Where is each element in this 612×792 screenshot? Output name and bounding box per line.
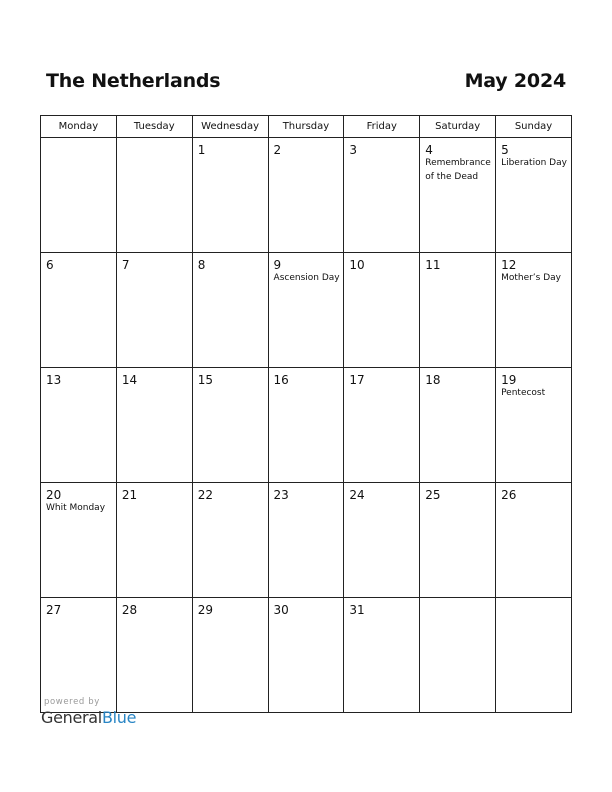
day-number: 11 — [425, 258, 441, 272]
day-cell — [268, 483, 344, 598]
day-cell — [192, 138, 268, 253]
month-year-title: May 2024 — [464, 70, 566, 92]
day-number: 9 — [273, 258, 282, 272]
day-cell — [116, 138, 192, 253]
day-number: 27 — [46, 603, 62, 617]
day-cell — [420, 598, 496, 713]
day-cell — [41, 598, 117, 713]
day-number: 12 — [501, 258, 517, 272]
brand-name-blue: Blue — [101, 708, 137, 727]
day-number: 13 — [46, 373, 62, 387]
week-row-5 — [41, 598, 572, 713]
week-row-4 — [41, 483, 572, 598]
day-number: 29 — [197, 603, 213, 617]
brand-name-general: General — [41, 708, 102, 727]
weekday-saturday: Saturday — [420, 116, 496, 138]
weekday-tuesday: Tuesday — [116, 116, 192, 138]
holiday-label: Whit Monday — [46, 503, 106, 513]
day-cell — [268, 368, 344, 483]
day-number: 18 — [425, 373, 441, 387]
day-cell — [192, 483, 268, 598]
day-number: 10 — [349, 258, 365, 272]
day-number: 7 — [121, 258, 130, 272]
powered-by-label: powered by — [44, 697, 100, 707]
day-cell — [116, 483, 192, 598]
day-number: 1 — [197, 143, 206, 157]
day-number: 3 — [349, 143, 358, 157]
holiday-label: Ascension Day — [273, 273, 340, 283]
week-row-3 — [41, 368, 572, 483]
day-number: 4 — [425, 143, 433, 157]
day-number: 25 — [425, 488, 441, 502]
generalblue-logo[interactable] — [41, 708, 136, 727]
day-number: 22 — [197, 488, 213, 502]
week-row-2 — [41, 253, 572, 368]
day-cell — [116, 598, 192, 713]
day-number: 16 — [273, 373, 289, 387]
day-number: 15 — [197, 373, 213, 387]
calendar-grid — [40, 115, 572, 713]
day-cell — [344, 368, 420, 483]
day-cell — [268, 253, 344, 368]
weekday-wednesday: Wednesday — [192, 116, 268, 138]
day-number: 20 — [46, 488, 62, 502]
day-number: 2 — [273, 143, 282, 157]
day-cell — [116, 253, 192, 368]
day-cell — [496, 483, 572, 598]
day-cell — [496, 368, 572, 483]
weekday-monday: Monday — [41, 116, 117, 138]
holiday-label: Mother’s Day — [501, 273, 561, 283]
day-number: 30 — [273, 603, 289, 617]
day-cell — [420, 483, 496, 598]
day-cell — [420, 138, 496, 253]
day-cell — [420, 368, 496, 483]
day-cell — [496, 253, 572, 368]
day-cell — [116, 368, 192, 483]
day-cell — [41, 368, 117, 483]
weekday-friday: Friday — [344, 116, 420, 138]
day-number: 21 — [121, 488, 138, 502]
day-cell — [41, 483, 117, 598]
holiday-label: Pentecost — [501, 388, 546, 398]
day-cell — [41, 253, 117, 368]
day-cell — [496, 138, 572, 253]
day-cell — [344, 483, 420, 598]
day-cell — [420, 253, 496, 368]
country-title: The Netherlands — [46, 70, 221, 92]
day-number: 23 — [273, 488, 289, 502]
day-number: 28 — [121, 603, 138, 617]
day-number: 24 — [349, 488, 365, 502]
day-cell — [192, 253, 268, 368]
weekday-thursday: Thursday — [268, 116, 344, 138]
weekday-sunday: Sunday — [496, 116, 572, 138]
holiday-label: Remembrance of the Dead — [425, 158, 491, 182]
day-cell — [192, 368, 268, 483]
day-number: 8 — [197, 258, 206, 272]
week-row-1 — [41, 138, 572, 253]
day-cell — [192, 598, 268, 713]
day-number: 26 — [501, 488, 517, 502]
day-cell — [41, 138, 117, 253]
day-number: 5 — [501, 143, 509, 157]
day-number: 31 — [349, 603, 365, 617]
day-number: 6 — [46, 258, 54, 272]
day-cell — [496, 598, 572, 713]
day-cell — [344, 598, 420, 713]
day-cell — [344, 138, 420, 253]
day-cell — [344, 253, 420, 368]
day-cell — [268, 598, 344, 713]
day-number: 17 — [349, 373, 365, 387]
holiday-label: Liberation Day — [501, 158, 567, 168]
day-cell — [268, 138, 344, 253]
day-number: 19 — [501, 373, 517, 387]
weekday-header-row — [41, 116, 572, 138]
day-number: 14 — [121, 373, 138, 387]
